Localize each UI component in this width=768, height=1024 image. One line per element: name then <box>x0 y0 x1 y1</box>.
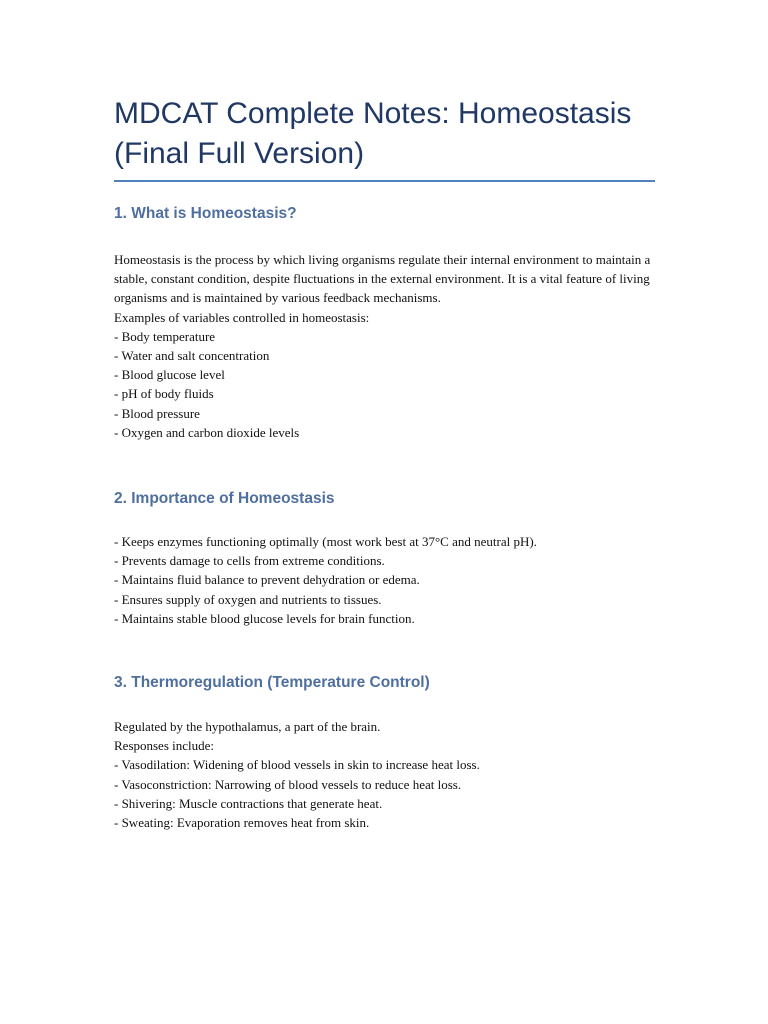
list-item: - Blood pressure <box>114 405 200 421</box>
section-1-lead: Examples of variables controlled in homeostasis: <box>114 309 370 325</box>
list-item: - Vasodilation: Widening of blood vessels in skin to increase heat loss. <box>114 757 480 773</box>
importance-list <box>114 532 655 628</box>
list-item: - Vasoconstriction: Narrowing of blood vessels to reduce heat loss. <box>114 776 462 792</box>
list-item: - Maintains stable blood glucose levels for brain function. <box>114 610 415 626</box>
list-item: - Body temperature <box>114 328 216 344</box>
section-heading-thermoregulation: 3. Thermoregulation (Temperature Control) <box>114 674 430 692</box>
section-heading-importance: 2. Importance of Homeostasis <box>114 490 335 508</box>
list-item: - Prevents damage to cells from extreme conditions. <box>114 553 385 569</box>
section-1-intro: Homeostasis is the process by which living organisms regulate their internal environment to maintain a stable, constant condition, despite fluctuations in the external environment. It is a vital feature of living organisms and is maintained by various feedback mechanisms. <box>114 252 651 306</box>
list-item: - Maintains fluid balance to prevent dehydration or edema. <box>114 572 420 588</box>
section-heading-what-is-homeostasis: 1. What is Homeostasis? <box>114 205 297 222</box>
list-item: - Keeps enzymes functioning optimally (most work best at 37°C and neutral pH). <box>114 534 537 550</box>
list-item: - Water and salt concentration <box>114 348 270 364</box>
list-item: - Ensures supply of oxygen and nutrients to tissues. <box>114 591 382 607</box>
list-item: - pH of body fluids <box>114 386 214 402</box>
list-item: - Oxygen and carbon dioxide levels <box>114 424 300 440</box>
thermoregulation-responses-list <box>114 755 655 832</box>
controlled-variables-list <box>114 327 655 442</box>
list-item: - Sweating: Evaporation removes heat from skin. <box>114 815 370 831</box>
list-item: - Blood glucose level <box>114 367 225 383</box>
section-3-intro: Regulated by the hypothalamus, a part of the brain. <box>114 719 381 735</box>
title-underline <box>114 180 655 182</box>
document-page <box>114 94 655 832</box>
page-title: MDCAT Complete Notes: Homeostasis (Final Full Version) <box>114 97 632 170</box>
section-3-lead: Responses include: <box>114 738 215 754</box>
list-item: - Shivering: Muscle contractions that generate heat. <box>114 795 383 811</box>
